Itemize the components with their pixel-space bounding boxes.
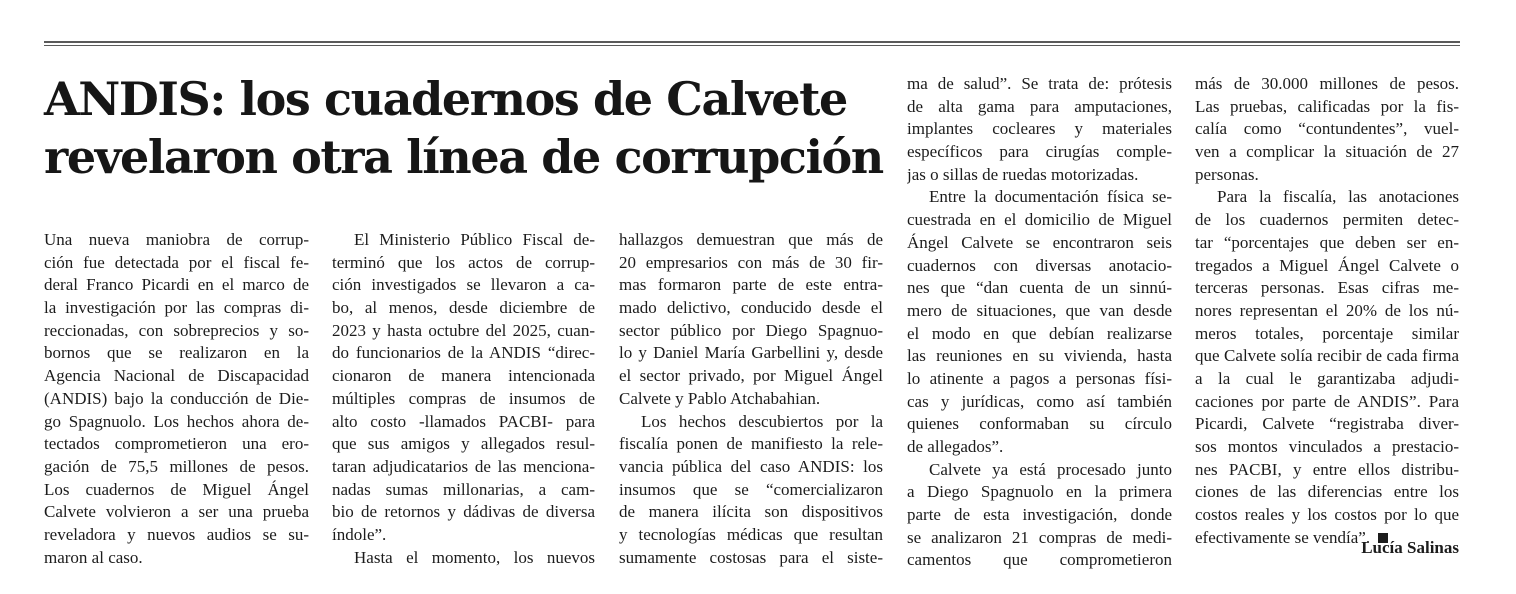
- text-line: insumos que se “comercializaron: [619, 479, 883, 499]
- article-column-5: [1195, 73, 1459, 549]
- text-line: maron al caso.: [44, 547, 143, 567]
- text-line: alto costo -llamados PACBI- para: [332, 411, 595, 431]
- text-line: terminó que los actos de corrup-: [332, 252, 595, 272]
- text-line: reveladora y nuevos audios se su-: [44, 524, 309, 544]
- text-line: sumamente costosas para el siste-: [619, 547, 883, 567]
- text-line: costos reales y los costos por lo que: [1195, 505, 1459, 525]
- text-line: fiscalía ponen de manifiesto la rele-: [619, 434, 883, 454]
- text-line: ción fue detectada por el fiscal fe-: [44, 252, 309, 272]
- text-line: gación de 75,5 millones de pesos.: [44, 456, 309, 476]
- article-column-4: [907, 73, 1172, 572]
- text-line: ción investigados se llevaron a ca-: [332, 275, 595, 295]
- text-line: reccionadas, con sobreprecios y so-: [44, 320, 309, 340]
- text-line: a Diego Spagnuolo en la primera: [907, 482, 1172, 502]
- text-line: go Spagnuolo. Los hechos ahora de-: [44, 411, 309, 431]
- text-line: camentos que comprometieron: [907, 550, 1172, 570]
- text-line: a la cual le garantizaba adjudi-: [1195, 368, 1459, 388]
- text-line: El Ministerio Público Fiscal de-: [354, 230, 595, 249]
- headline: [44, 70, 894, 186]
- text-line: quienes conformaban su círculo: [907, 414, 1172, 434]
- text-line: tregados a Miguel Ángel Calvete o: [1195, 255, 1459, 275]
- text-line: la investigación por las compras di-: [44, 298, 309, 318]
- text-line: bio de retornos y dádivas de diversa: [332, 502, 595, 522]
- author-byline: Lucía Salinas: [1361, 538, 1459, 557]
- text-line: bo, al menos, desde diciembre de: [332, 298, 595, 318]
- text-line: vancia pública del caso ANDIS: los: [619, 456, 883, 476]
- text-line: ciones de las diferencias entre los: [1195, 482, 1459, 502]
- text-line: efectivamente se vendía”.: [1195, 527, 1371, 547]
- top-rule: [44, 41, 1460, 43]
- text-line: mas formaron parte de este entra-: [619, 275, 883, 295]
- text-line: cas y jurídicas, como así también: [907, 391, 1172, 411]
- text-line: Hasta el momento, los nuevos: [354, 547, 595, 567]
- text-line: Para la fiscalía, las anotaciones: [1217, 187, 1459, 207]
- text-line: caciones por parte de ANDIS”. Para: [1195, 391, 1459, 411]
- article-column-2: [332, 229, 595, 569]
- text-line: el modo en que debían realizarse: [907, 323, 1172, 343]
- text-line: sos montos vinculados a prestacio-: [1195, 437, 1459, 456]
- text-line: se analizaron 21 compras de medi-: [907, 527, 1172, 547]
- text-line: mado delictivo, conducido desde el: [619, 298, 883, 318]
- text-line: Picardi, Calvete “registraba diver-: [1195, 414, 1459, 434]
- text-line: Una nueva maniobra de corrup-: [44, 230, 309, 249]
- headline-line: revelaron otra línea de corrupción: [44, 130, 883, 184]
- text-line: que sus amigos y allegados resul-: [332, 434, 595, 454]
- text-line: 20 empresarios con más de 30 fir-: [619, 252, 883, 272]
- text-line: ma de salud”. Se trata de: prótesis: [907, 74, 1172, 93]
- headline-line: ANDIS: los cuadernos de Calvete: [44, 72, 847, 126]
- text-line: nadas sumas millonarias, a cam-: [332, 479, 595, 499]
- text-line: que Calvete solía recibir de cada firma: [1195, 346, 1459, 366]
- text-line: el sector privado, por Miguel Ángel: [619, 366, 883, 386]
- text-line: taran adjudicatarios de las menciona-: [332, 456, 595, 476]
- text-line: sector público por Diego Spagnuo-: [619, 320, 883, 340]
- top-rule-thin: [44, 45, 1460, 46]
- text-line: las reuniones en su vivienda, hasta: [907, 346, 1172, 366]
- text-line: parte de esta investigación, donde: [907, 505, 1172, 525]
- text-line: calía como “contundentes”, vuel-: [1195, 119, 1459, 139]
- text-line: personas.: [1195, 164, 1259, 184]
- text-line: deral Franco Picardi en el marco de: [44, 275, 309, 295]
- text-line: de alta gama para amputaciones,: [907, 96, 1172, 116]
- text-line: lo y Daniel María Garbellini y, desde: [619, 343, 883, 363]
- text-line: cionaron de manera intencionada: [332, 366, 595, 386]
- article-column-3: [619, 229, 883, 569]
- text-line: hallazgos demuestran que más de: [619, 230, 883, 249]
- text-line: implantes cocleares y materiales: [907, 119, 1172, 139]
- text-line: nes PACBI, y entre ellos distribu-: [1195, 459, 1459, 479]
- text-line: Calvete y Pablo Atchabahian.: [619, 388, 821, 408]
- text-line: cuadernos con diversas anotacio-: [907, 255, 1172, 275]
- text-line: y tecnologías médicas que resultan: [619, 524, 883, 544]
- text-line: do funcionarios de la ANDIS “direc-: [332, 343, 595, 363]
- text-line: Agencia Nacional de Discapacidad: [44, 366, 309, 386]
- text-line: tar “porcentajes que deben ser en-: [1195, 232, 1459, 252]
- text-line: tectados comprometieron una ero-: [44, 434, 309, 454]
- text-line: Las pruebas, calificadas por la fis-: [1195, 96, 1459, 116]
- text-line: Ángel Calvete se encontraron seis: [907, 232, 1172, 252]
- text-line: de allegados”.: [907, 437, 1004, 456]
- text-line: (ANDIS) bajo la conducción de Die-: [44, 388, 309, 408]
- text-line: índole”.: [332, 524, 387, 544]
- text-line: de los cuadernos permiten detec-: [1195, 210, 1459, 230]
- text-line: Calvete ya está procesado junto: [929, 459, 1172, 479]
- text-line: específicos para cirugías comple-: [907, 142, 1172, 162]
- text-line: Los hechos descubiertos por la: [641, 411, 883, 431]
- text-line: jas o sillas de ruedas motorizadas.: [907, 164, 1139, 184]
- text-line: lo atinente a pagos a personas físi-: [907, 368, 1172, 388]
- text-line: Entre la documentación física se-: [929, 187, 1172, 207]
- text-line: Los cuadernos de Miguel Ángel: [44, 479, 309, 499]
- text-line: bornos que se realizaron en la: [44, 343, 309, 363]
- text-line: más de 30.000 millones de pesos.: [1195, 74, 1459, 93]
- text-line: mero de situaciones, que van desde: [907, 300, 1172, 320]
- text-line: cuestrada en el domicilio de Miguel: [907, 210, 1172, 230]
- text-line: nes que “dan cuenta de un sinnú-: [907, 278, 1172, 298]
- text-line: meros totales, porcentaje similar: [1195, 323, 1459, 343]
- text-line: Calvete volvieron a ser una prueba: [44, 502, 309, 522]
- text-line: nores representan el 20% de los nú-: [1195, 300, 1459, 320]
- text-line: de manera ilícita son dispositivos: [619, 502, 883, 522]
- article-column-1: [44, 229, 309, 569]
- text-line: terceras personas. Esas cifras me-: [1195, 278, 1459, 298]
- text-line: múltiples compras de insumos de: [332, 388, 595, 408]
- text-line: 2023 y hasta octubre del 2025, cuan-: [332, 320, 595, 340]
- text-line: ven a complicar la situación de 27: [1195, 142, 1459, 162]
